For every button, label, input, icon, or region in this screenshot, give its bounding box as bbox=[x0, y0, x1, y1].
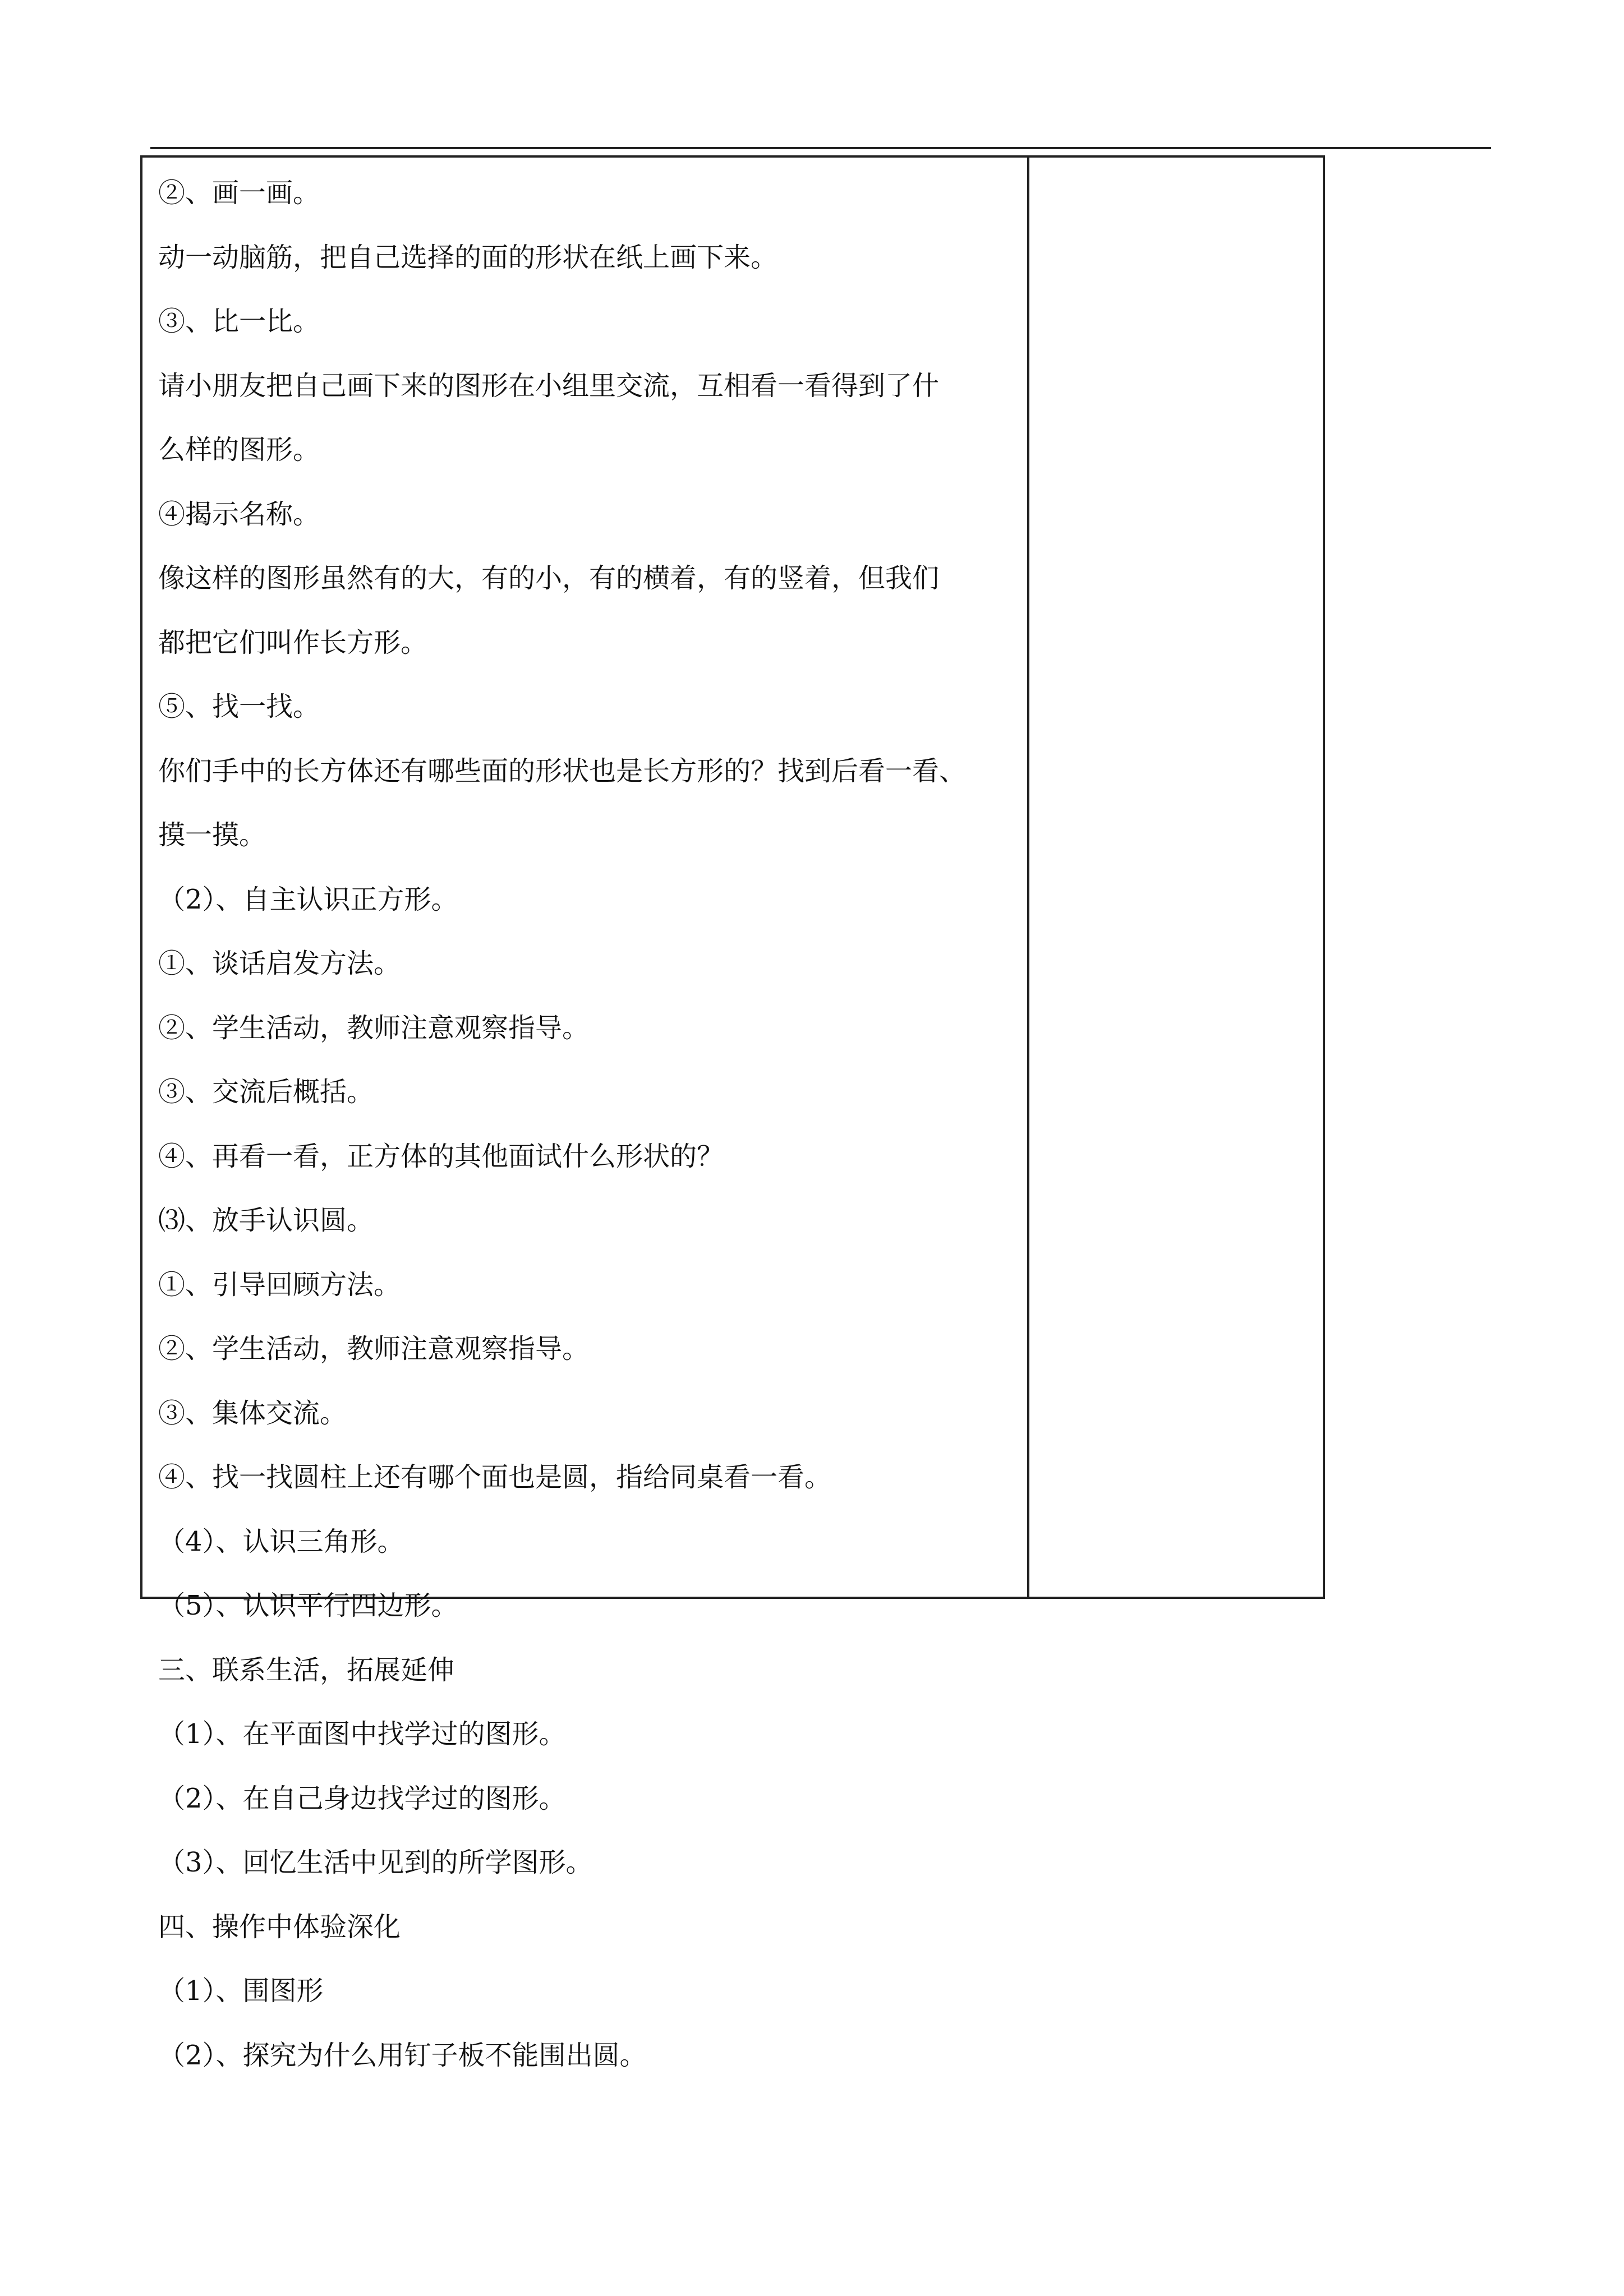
notes-cell bbox=[1030, 158, 1323, 1597]
lesson-line: （3）、回忆生活中见到的所学图形。 bbox=[158, 1847, 593, 1878]
lesson-line: ②、学生活动，教师注意观察指导。 bbox=[158, 1333, 590, 1364]
lesson-line: 摸一摸。 bbox=[158, 819, 266, 851]
lesson-line: ⑶、放手认识圆。 bbox=[158, 1205, 374, 1236]
lesson-line: ⑤、找一找。 bbox=[158, 691, 320, 722]
header-rule bbox=[150, 147, 1491, 149]
lesson-line: ④、找一找圆柱上还有哪个面也是圆，指给同桌看一看。 bbox=[158, 1461, 832, 1493]
lesson-line: （1）、在平面图中找学过的图形。 bbox=[158, 1718, 566, 1750]
lesson-line: 么样的图形。 bbox=[158, 434, 320, 465]
lesson-table bbox=[140, 155, 1325, 2071]
lesson-content-cell bbox=[158, 161, 1016, 2071]
lesson-line: 都把它们叫作长方形。 bbox=[158, 626, 428, 658]
lesson-line: 四、操作中体验深化 bbox=[158, 1911, 401, 1943]
lesson-line: ④、再看一看，正方体的其他面试什么形状的？ bbox=[158, 1140, 724, 1172]
lesson-line: （4）、认识三角形。 bbox=[158, 1525, 404, 1557]
lesson-line: （2）、在自己身边找学过的图形。 bbox=[158, 1782, 566, 1814]
column-divider bbox=[1027, 158, 1029, 1597]
lesson-line: ②、画一画。 bbox=[158, 177, 320, 209]
lesson-line: （1）、围图形 bbox=[158, 1975, 324, 2007]
lesson-line: ②、学生活动，教师注意观察指导。 bbox=[158, 1012, 590, 1044]
lesson-line: 像这样的图形虽然有的大，有的小，有的横着，有的竖着，但我们 bbox=[158, 563, 940, 594]
lesson-line: ①、谈话启发方法。 bbox=[158, 948, 401, 979]
lesson-line: 你们手中的长方体还有哪些面的形状也是长方形的？找到后看一看、 bbox=[158, 755, 967, 787]
lesson-line: （5）、认识平行四边形。 bbox=[158, 1590, 458, 1621]
lesson-line: （2）、探究为什么用钉子板不能围出圆。 bbox=[158, 2039, 647, 2071]
lesson-line: 动一动脑筋，把自己选择的面的形状在纸上画下来。 bbox=[158, 241, 778, 273]
lesson-line: ③、交流后概括。 bbox=[158, 1076, 374, 1108]
lesson-line: 三、联系生活，拓展延伸 bbox=[158, 1654, 455, 1686]
lesson-line: ④揭示名称。 bbox=[158, 498, 320, 530]
lesson-line: ①、引导回顾方法。 bbox=[158, 1269, 401, 1301]
lesson-line: ③、比一比。 bbox=[158, 306, 320, 337]
lesson-line: 请小朋友把自己画下来的图形在小组里交流，互相看一看得到了什 bbox=[158, 370, 940, 402]
lesson-line: （2）、自主认识正方形。 bbox=[158, 883, 458, 915]
lesson-line: ③、集体交流。 bbox=[158, 1397, 347, 1429]
